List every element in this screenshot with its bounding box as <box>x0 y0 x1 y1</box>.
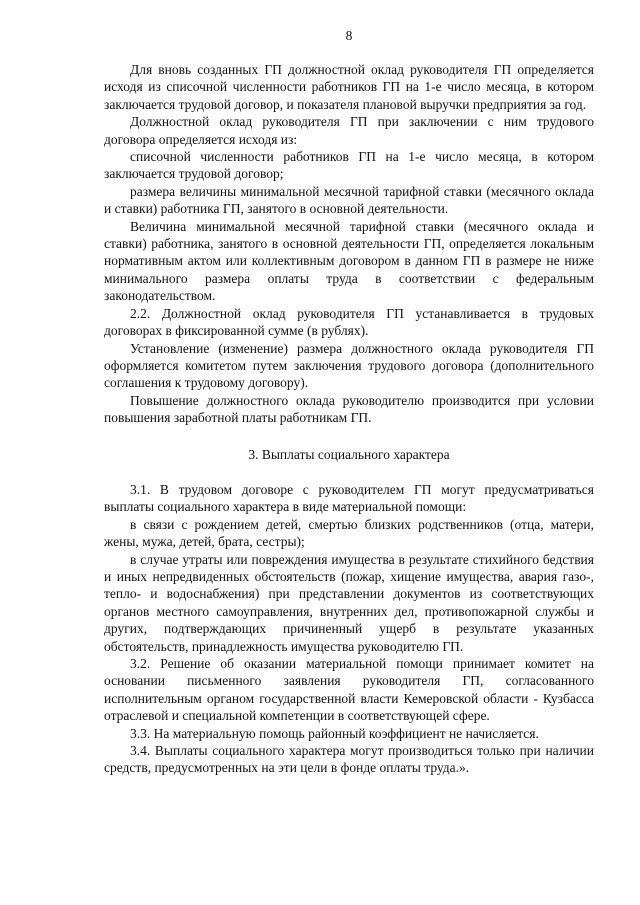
paragraph: списочной численности работников ГП на 1-е число месяца, в котором заключается трудовой договор; <box>104 149 594 182</box>
paragraph: Должностной оклад руководителя ГП при заключении с ним трудового договора определяется исходя из: <box>104 114 594 147</box>
paragraph: размера величины минимальной месячной тарифной ставки (месячного оклада и ставки) работника ГП, занятого в основной деятельности. <box>104 183 594 217</box>
page-number: 8 <box>345 28 353 43</box>
paragraph: 3.1. В трудовом договоре с руководителем ГП могут предусматриваться выплаты социального характера в виде материальной помощи: <box>104 481 594 515</box>
paragraph: Для вновь созданных ГП должностной оклад руководителя ГП определяется исходя из списочной численности работников ГП на 1-е число месяца, в котором заключается трудовой договор, и показателя плановой выручки предприятия за год. <box>104 62 594 112</box>
paragraph: Установление (изменение) размера должностного оклада руководителя ГП оформляется комитетом путем заключения трудового договора (дополнительного соглашения к трудовому договору). <box>104 340 594 391</box>
paragraph: Повышение должностного оклада руководителю производится при условии повышения заработной платы работникам ГП. <box>104 392 594 426</box>
paragraph: 3.4. Выплаты социального характера могут производиться только при наличии средств, предусмотренных на эти цели в фонде оплаты труда.». <box>104 743 594 776</box>
paragraph: в случае утраты или повреждения имущества в результате стихийного бедствия и иных непредвиденных обстоятельств (пожар, хищение имущества, авария газо-, тепло- и водоснабжения) при представлении документов из соответствующих органов местного самоуправления, внутренних дел, противопожарной службы и других, подтверждающих причиненный ущерб в результате указанных обстоятельств, принадлежность имущества руководителю ГП. <box>104 551 594 654</box>
paragraph: в связи с рождением детей, смертью близких родственников (отца, матери, жены, мужа, детей, брата, сестры); <box>104 516 594 550</box>
paragraph: Величина минимальной месячной тарифной ставки (месячного оклада и ставки) работника, занятого в основной деятельности ГП, определяется локальным нормативным актом или коллективным договором в данном ГП в размере не ниже минимального размера оплаты труда в соответствии с федеральным законодательством. <box>104 218 594 304</box>
paragraph: 3.3. На материальную помощь районный коэффициент не начисляется. <box>130 725 539 741</box>
section-heading: 3. Выплаты социального характера <box>248 446 450 462</box>
document-body <box>104 61 594 777</box>
paragraph: 2.2. Должностной оклад руководителя ГП устанавливается в трудовых договорах в фиксированной сумме (в рублях). <box>104 305 594 339</box>
paragraph: 3.2. Решение об оказании материальной помощи принимает комитет на основании письменного заявления руководителя ГП, согласованного исполнительным органом государственной власти Кемеровской области - Кузбасса отраслевой и специальной компетенции в соответствующей сфере. <box>104 656 594 724</box>
